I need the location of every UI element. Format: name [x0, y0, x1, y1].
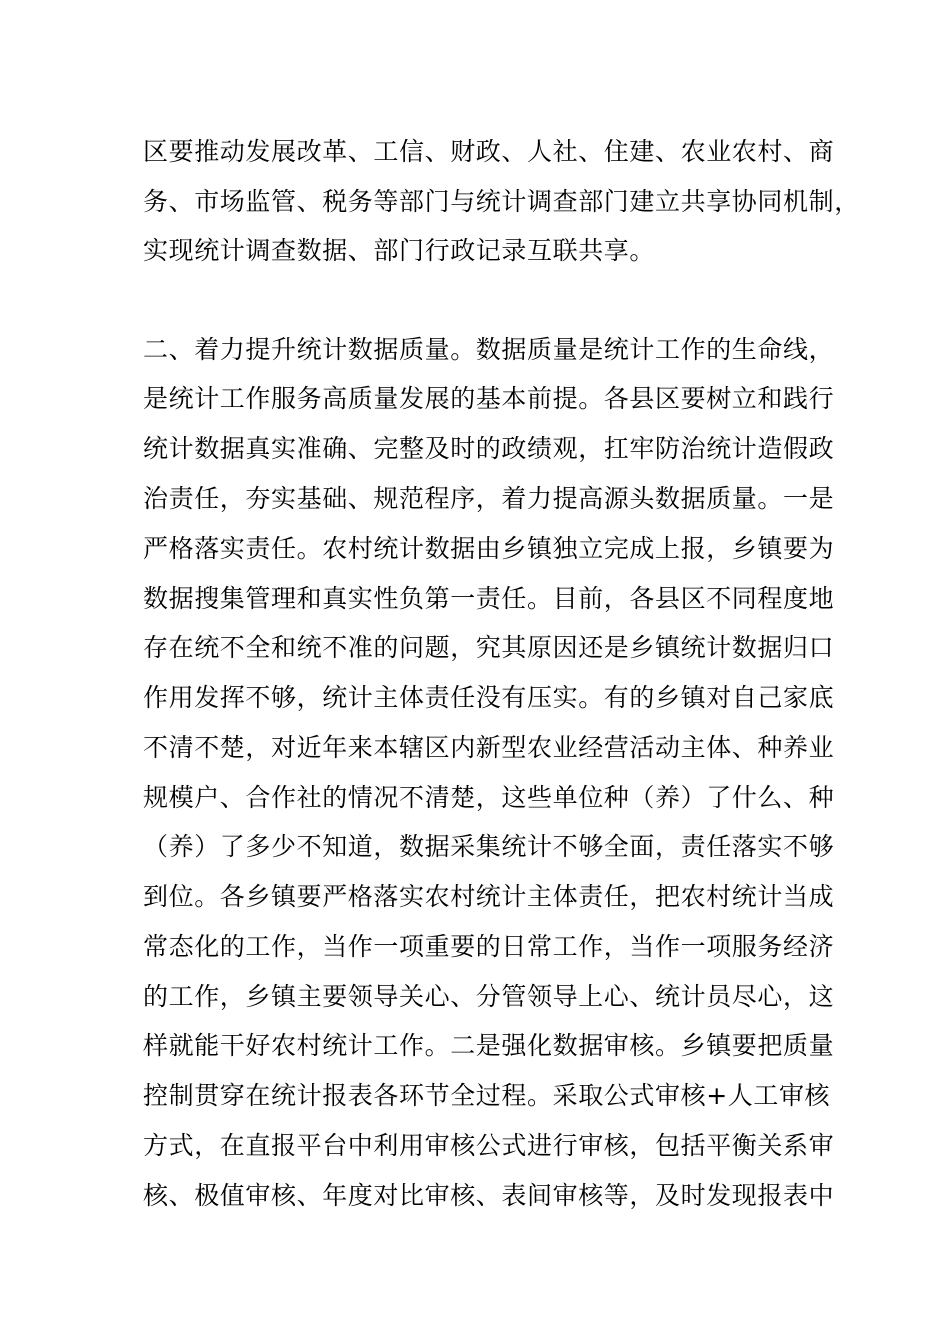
text-line: 严格落实责任。农村统计数据由乡镇独立完成上报，乡镇要为 [143, 534, 835, 563]
text-line: 控制贯穿在统计报表各环节全过程。采取公式审核+人工审核 [143, 1081, 831, 1110]
text-line: 到位。各乡镇要严格落实农村统计主体责任，把农村统计当成 [143, 882, 835, 911]
text-line: 规模户、合作社的情况不清楚，这些单位种（养）了什么、种 [143, 783, 835, 812]
text-line: （养）了多少不知道，数据采集统计不够全面，责任落实不够 [143, 832, 835, 861]
text-line: 统计数据真实准确、完整及时的政绩观，扛牢防治统计造假政 [143, 434, 835, 463]
text-line: 方式，在直报平台中利用审核公式进行审核，包括平衡关系审 [143, 1131, 835, 1160]
text-line: 区要推动发展改革、工信、财政、人社、住建、农业农村、商 [143, 137, 835, 166]
text-line: 存在统不全和统不准的问题，究其原因还是乡镇统计数据归口 [143, 633, 835, 662]
text-line: 务、市场监管、税务等部门与统计调查部门建立共享协同机制， [143, 187, 860, 216]
text-line: 作用发挥不够，统计主体责任没有压实。有的乡镇对自己家底 [143, 683, 835, 712]
text-line: 不清不楚，对近年来本辖区内新型农业经营活动主体、种养业 [143, 733, 835, 762]
text-line: 样就能干好农村统计工作。二是强化数据审核。乡镇要把质量 [143, 1031, 835, 1060]
text-line: 数据搜集管理和真实性负第一责任。目前，各县区不同程度地 [143, 584, 835, 613]
text-line: 是统计工作服务高质量发展的基本前提。各县区要树立和践行 [143, 384, 835, 413]
text-line: 常态化的工作，当作一项重要的日常工作，当作一项服务经济 [143, 932, 835, 961]
text-line: 实现统计调查数据、部门行政记录互联共享。 [143, 236, 656, 265]
text-line: 治责任，夯实基础、规范程序，着力提高源头数据质量。一是 [143, 484, 835, 513]
text-line: 核、极值审核、年度对比审核、表间审核等，及时发现报表中 [143, 1181, 835, 1210]
text-line: 二、着力提升统计数据质量。数据质量是统计工作的生命线， [143, 335, 835, 364]
text-line: 的工作，乡镇主要领导关心、分管领导上心、统计员尽心，这 [143, 982, 835, 1011]
